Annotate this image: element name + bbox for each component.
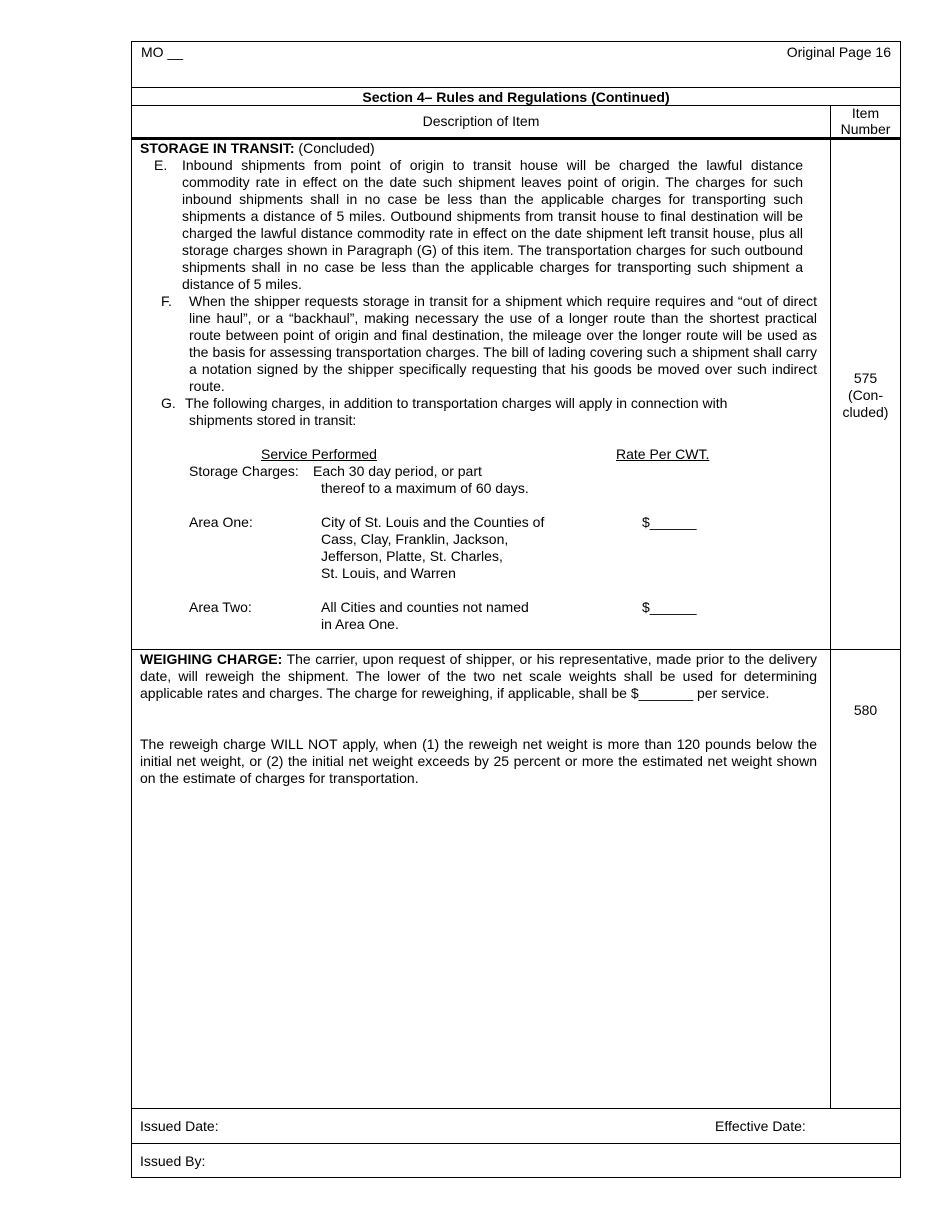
storage-charges-label: Storage Charges: — [189, 463, 299, 479]
weighing-charge-paragraph — [140, 651, 817, 702]
area-two-label: Area Two: — [189, 599, 252, 615]
area-one-line: St. Louis, and Warren — [321, 565, 456, 581]
column-header-number-line: Number — [840, 121, 891, 137]
area-one-label: Area One: — [189, 514, 253, 530]
effective-date-label: Effective Date: — [715, 1118, 806, 1134]
storage-charges-line1: Each 30 day period, or part — [313, 463, 482, 479]
column-header-item-number — [831, 105, 900, 137]
storage-charges-line2: thereof to a maximum of 60 days. — [321, 480, 529, 496]
state-label: MO __ — [141, 44, 184, 60]
area-one-line: Jefferson, Platte, St. Charles, — [321, 548, 503, 564]
page-number: Original Page 16 — [786, 44, 891, 60]
item-number-line: (Con- — [847, 387, 883, 403]
footer-divider — [132, 1108, 900, 1109]
storage-heading-suffix: (Concluded) — [294, 140, 375, 156]
area-one-line: City of St. Louis and the Counties of — [321, 514, 545, 530]
area-one-description — [321, 514, 544, 582]
area-two-rate: $______ — [642, 599, 697, 615]
issued-by-label: Issued By: — [140, 1153, 206, 1169]
paragraph-e-text: Inbound shipments from point of origin to transit house will be charged the lawful distance commodity rate in effect on the date such shipment leaves point of origin. The charges for such inbound shipments shall in no case be less than the applicable charges for transporting such shipments a distance of 5 miles. Outbound shipments from transit house to final destination will be charged the lawful distance commodity rate in effect on the date shipment left transit house, plus all storage charges shown in Paragraph (G) of this item. The transportation charges for such outbound shipments shall in no case be less than the applicable charges for transporting such shipment a distance of 5 miles. — [182, 157, 803, 292]
storage-heading-title: STORAGE IN TRANSIT: — [140, 140, 295, 156]
divider — [132, 105, 900, 106]
item-number-575 — [831, 370, 900, 421]
storage-heading — [140, 140, 375, 157]
item-number-line: 575 — [853, 370, 878, 386]
footer-divider — [132, 1143, 900, 1144]
rate-header: Rate Per CWT. — [616, 446, 710, 462]
item-number-line: cluded) — [842, 404, 889, 420]
column-header-description: Description of Item — [422, 113, 540, 129]
paragraph-f-text: When the shipper requests storage in transit for a shipment which require requires and “out of direct line haul”, or a “backhaul”, making necessary the use of a longer route than the shortest practical route between point of origin and final destination, the mileage over the longer route will be used as the basis for assessing transportation charges. The bill of lading covering such a shipment shall carry a notation signed by the shipper specifically requesting that his goods be moved over such indirect route. — [189, 293, 817, 394]
area-one-line: Cass, Clay, Franklin, Jackson, — [321, 531, 509, 547]
paragraph-g-label: G. — [161, 395, 176, 411]
area-one-rate: $______ — [642, 514, 697, 530]
section-title: Section 4– Rules and Regulations (Continued) — [362, 89, 670, 105]
item-number-580: 580 — [853, 702, 878, 718]
area-two-line: in Area One. — [321, 616, 399, 632]
paragraph-e-label: E. — [154, 157, 168, 173]
service-performed-header: Service Performed — [261, 446, 377, 462]
paragraph-g-line1: The following charges, in addition to transportation charges will apply in connection with — [185, 395, 728, 411]
issued-date-label: Issued Date: — [140, 1118, 219, 1134]
area-two-line: All Cities and counties not named — [321, 599, 529, 615]
tariff-page-frame — [131, 41, 901, 1178]
column-divider — [830, 105, 831, 1108]
item-divider — [132, 649, 900, 650]
reweigh-exception-paragraph: The reweigh charge WILL NOT apply, when (1) the reweigh net weight is more than 120 pounds below the initial net weight, or (2) the initial net weight exceeds by 25 percent or more the estimated net weight shown on the estimate of charges for transportation. — [140, 736, 817, 786]
weighing-charge-text: The carrier, upon request of shipper, or his representative, made prior to the delivery date, will reweigh the shipment. The lower of the two net scale weights shall be used for determining applicable rates and charges. The charge for reweighing, if applicable, shall be $_______ per service. — [140, 651, 817, 701]
divider — [132, 87, 900, 88]
paragraph-f-label: F. — [161, 293, 172, 309]
column-header-item-line: Item — [851, 105, 880, 121]
area-two-description — [321, 599, 529, 633]
weighing-charge-heading: WEIGHING CHARGE: — [140, 651, 283, 667]
paragraph-g-line2: shipments stored in transit: — [189, 412, 357, 428]
